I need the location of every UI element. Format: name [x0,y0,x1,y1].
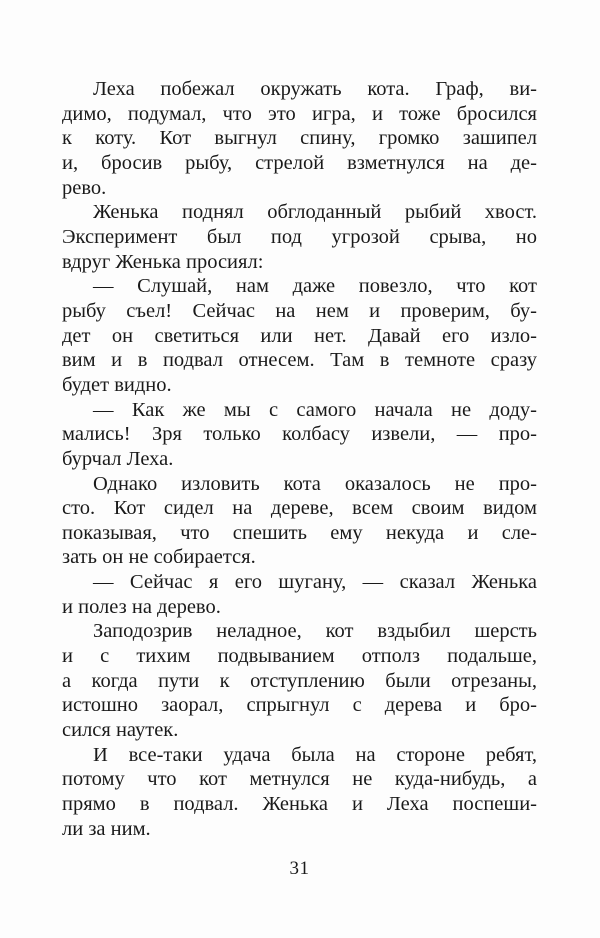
text-line: рево. [62,176,107,199]
paragraph [62,619,537,742]
text-line: димо, подумал, что это игра, и тоже бросился [62,102,537,125]
paragraph [62,743,537,842]
text-line: показывая, что спешить ему некуда и сле- [62,521,537,544]
text-line: бурчал Леха. [62,447,174,470]
text-line: рыбу съел! Сейчас на нем и проверим, бу- [62,299,537,322]
text-line: — Слушай, нам даже повезло, что кот [93,275,537,298]
text-line: а когда пути к отступлению были отрезаны, [62,669,537,692]
text-line: к коту. Кот выгнул спину, громко зашипел [62,127,537,150]
text-line: мались! Зря только колбасу извели, — про- [62,423,537,446]
text-line: будет видно. [62,373,172,396]
text-line: истошно заорал, спрыгнул с дерева и бро- [62,694,537,717]
text-line: зать он не собирается. [62,546,256,569]
text-line: Эксперимент был под угрозой срыва, но [62,225,537,248]
text-line: сто. Кот сидел на дереве, всем своим видом [62,497,537,520]
text-line: Женька поднял обглоданный рыбий хвост. [93,201,537,224]
text-line: и, бросив рыбу, стрелой взметнулся на де- [62,151,537,174]
text-line: — Как же мы с самого начала не доду- [93,398,537,421]
text-line: — Сейчас я его шугану, — сказал Женька [93,571,537,594]
text-line: и полез на дерево. [62,595,221,618]
paragraph [62,570,537,619]
page-number: 31 [289,858,310,879]
text-line: потому что кот метнулся не куда-нибудь, а [62,768,537,791]
paragraph [62,398,537,472]
text-line: И все-таки удача была на стороне ребят, [93,743,537,766]
text-line: Однако изловить кота оказалось не про- [93,472,537,495]
text-line: и с тихим подвыванием отполз подальше, [62,645,537,668]
text-line: сился наутек. [62,719,179,742]
text-line: дет он светиться или нет. Давай его изло- [62,324,537,347]
text-line: ли за ним. [62,817,151,840]
text-line: прямо в подвал. Женька и Леха поспеши- [62,793,537,816]
paragraph [62,472,537,571]
text-line: вим и в подвал отнесем. Там в темноте сразу [62,349,537,372]
paragraph [62,77,537,200]
text-line: Заподозрив неладное, кот вздыбил шерсть [93,620,537,643]
paragraph [62,200,537,274]
paragraph [62,274,537,397]
text-line: Леха побежал окружать кота. Граф, ви- [93,78,537,100]
story-text [62,77,537,841]
text-line: вдруг Женька просиял: [62,250,264,273]
